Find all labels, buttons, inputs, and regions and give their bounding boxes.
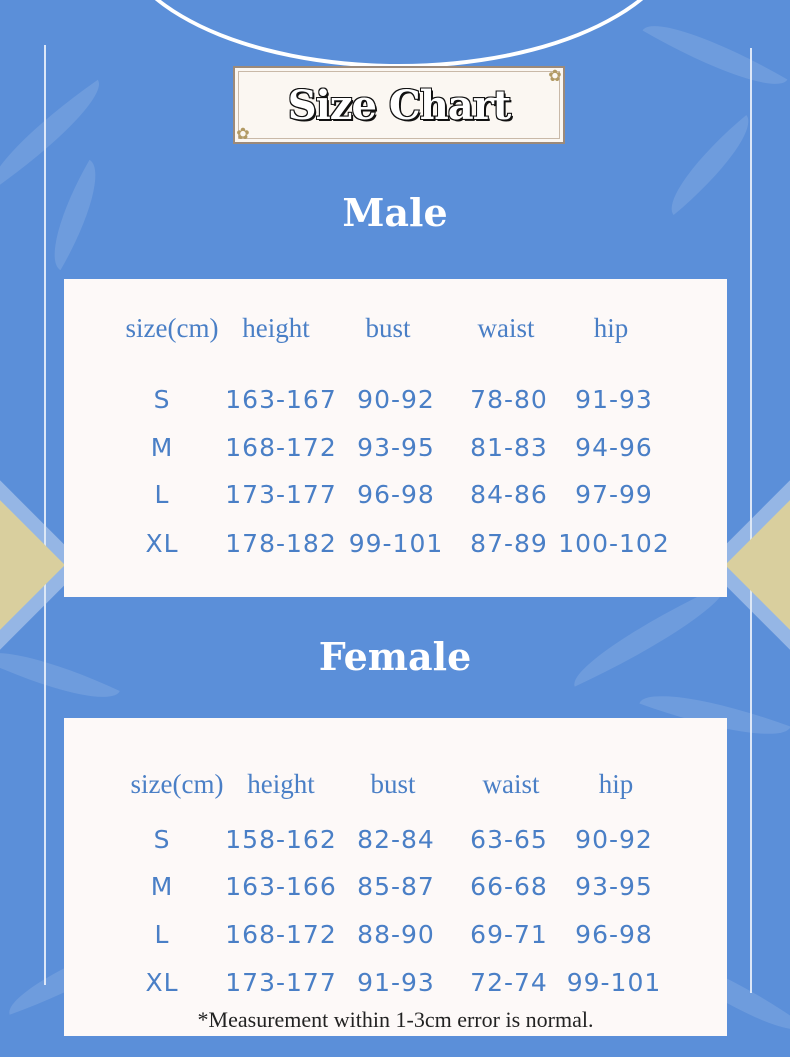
height-cell: 163-167	[225, 385, 337, 414]
header-size: size(cm)	[130, 769, 224, 799]
header-bust: bust	[370, 769, 416, 799]
table-row	[64, 820, 727, 860]
hip-cell: 99-101	[566, 968, 662, 997]
corner-ornament-icon: ✿	[548, 66, 562, 85]
bust-cell: 85-87	[357, 872, 435, 901]
header-waist: waist	[482, 769, 540, 799]
waist-cell: 81-83	[470, 433, 548, 462]
top-arc-decoration	[115, 0, 683, 68]
waist-cell: 72-74	[470, 968, 548, 997]
bust-cell: 91-93	[357, 968, 435, 997]
left-vertical-line	[44, 45, 46, 985]
height-cell: 163-166	[225, 872, 337, 901]
waist-cell: 84-86	[470, 480, 548, 509]
table-row	[64, 380, 727, 420]
height-cell: 173-177	[225, 480, 337, 509]
male-size-table	[64, 279, 727, 597]
header-waist: waist	[477, 313, 535, 343]
hip-cell: 94-96	[575, 433, 653, 462]
height-cell: 168-172	[225, 433, 337, 462]
hip-cell: 100-102	[558, 529, 670, 558]
size-cell: M	[150, 433, 174, 462]
female-header-row	[64, 764, 727, 804]
size-cell: M	[150, 872, 174, 901]
measurement-note: *Measurement within 1-3cm error is normal.	[197, 1007, 594, 1032]
size-cell: L	[154, 920, 170, 949]
size-cell: XL	[145, 529, 179, 558]
header-bust: bust	[365, 313, 411, 343]
corner-ornament-icon: ✿	[236, 124, 250, 143]
hip-cell: 90-92	[575, 825, 653, 854]
hip-cell: 96-98	[575, 920, 653, 949]
table-row	[64, 475, 727, 515]
waist-cell: 78-80	[470, 385, 548, 414]
right-diamond-decoration	[725, 473, 790, 657]
waist-cell: 87-89	[470, 529, 548, 558]
bust-cell: 96-98	[357, 480, 435, 509]
waist-cell: 69-71	[470, 920, 548, 949]
female-size-table	[64, 718, 727, 1036]
bust-cell: 90-92	[357, 385, 435, 414]
header-height: height	[247, 769, 315, 799]
table-row	[64, 867, 727, 907]
left-diamond-decoration	[0, 473, 65, 657]
table-row	[64, 915, 727, 955]
female-heading: Female	[318, 634, 472, 679]
male-header-row	[64, 308, 727, 348]
height-cell: 173-177	[225, 968, 337, 997]
hip-cell: 93-95	[575, 872, 653, 901]
size-cell: XL	[145, 968, 179, 997]
table-row	[64, 428, 727, 468]
height-cell: 168-172	[225, 920, 337, 949]
hip-cell: 91-93	[575, 385, 653, 414]
bust-cell: 93-95	[357, 433, 435, 462]
table-row	[64, 963, 727, 1003]
header-height: height	[242, 313, 310, 343]
waist-cell: 66-68	[470, 872, 548, 901]
height-cell: 178-182	[225, 529, 337, 558]
bust-cell: 99-101	[348, 529, 444, 558]
bust-cell: 82-84	[357, 825, 435, 854]
male-heading: Male	[342, 190, 448, 235]
hip-cell: 97-99	[575, 480, 653, 509]
table-row	[64, 524, 727, 564]
bust-cell: 88-90	[357, 920, 435, 949]
size-cell: S	[153, 385, 171, 414]
waist-cell: 63-65	[470, 825, 548, 854]
header-hip: hip	[593, 313, 629, 343]
header-size: size(cm)	[125, 313, 219, 343]
size-cell: S	[153, 825, 171, 854]
header-hip: hip	[598, 769, 634, 799]
page-title: Size Chart	[287, 81, 511, 129]
size-chart-title-plate	[233, 66, 565, 144]
size-cell: L	[154, 480, 170, 509]
height-cell: 158-162	[225, 825, 337, 854]
